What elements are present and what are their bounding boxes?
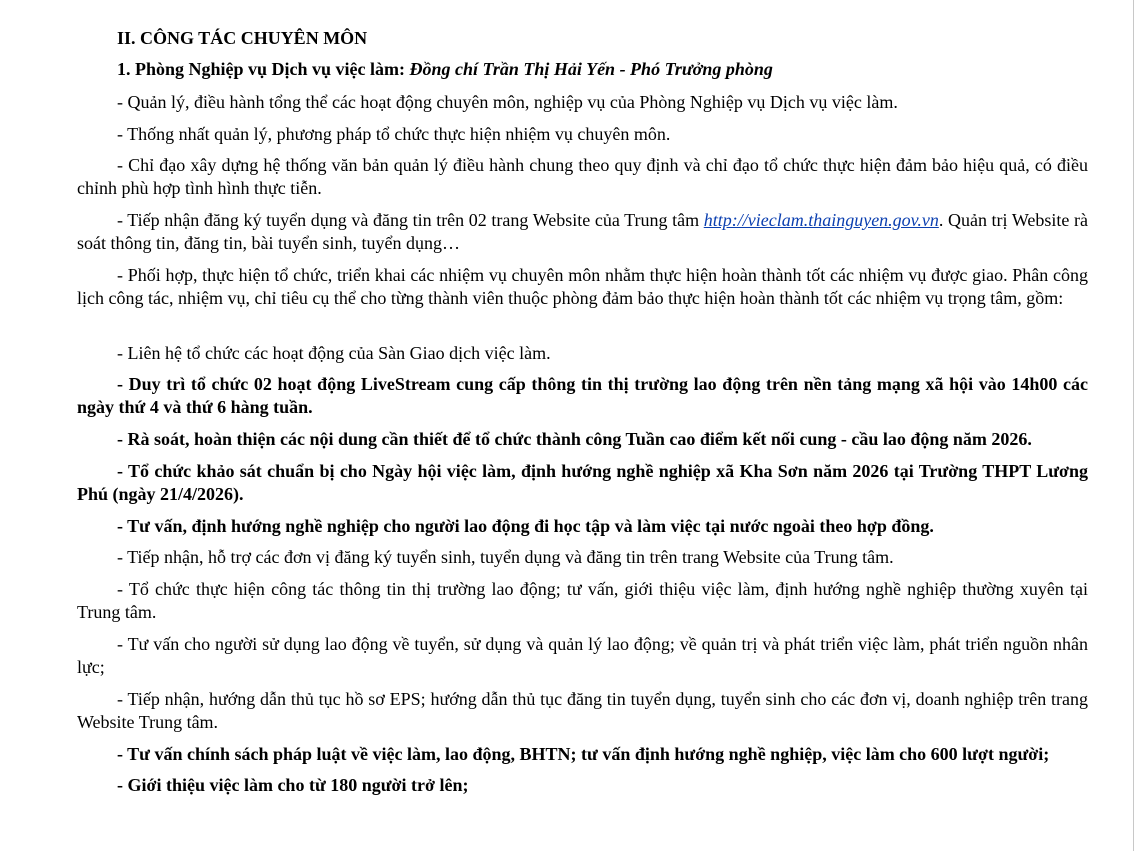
paragraph: - Phối hợp, thực hiện tổ chức, triển khai các nhiệm vụ chuyên môn nhằm thực hiện hoàn thành tốt các nhiệm vụ được giao. Phân công lịch công tác, nhiệm vụ, chỉ tiêu cụ thể cho từng thành viên thuộc phòng đảm bảo thực hiện hoàn thành tốt các nhiệm vụ trọng tâm, gồm: — [77, 265, 1088, 308]
paragraph: - Quản lý, điều hành tổng thể các hoạt động chuyên môn, nghiệp vụ của Phòng Nghiệp vụ Dịch vụ việc làm. — [117, 92, 898, 112]
paragraph: - Tổ chức khảo sát chuẩn bị cho Ngày hội việc làm, định hướng nghề nghiệp xã Kha Sơn năm 2026 tại Trường THPT Lương Phú (ngày 21/4/2026). — [77, 461, 1088, 504]
paragraph: - Liên hệ tổ chức các hoạt động của Sàn Giao dịch việc làm. — [117, 343, 551, 363]
subsection-person: Đồng chí Trần Thị Hải Yến - Phó Trưởng phòng — [409, 59, 773, 79]
paragraph: - Chỉ đạo xây dựng hệ thống văn bản quản lý điều hành chung theo quy định và chỉ đạo tổ chức thực hiện đảm bảo hiệu quả, có điều chỉnh phù hợp tình hình thực tiễn. — [77, 155, 1088, 198]
subsection-title — [117, 58, 773, 80]
paragraph-text: - Tiếp nhận đăng ký tuyển dụng và đăng tin trên 02 trang Website của Trung tâm — [117, 210, 704, 230]
paragraph: - Duy trì tổ chức 02 hoạt động LiveStream cung cấp thông tin thị trường lao động trên nền tảng mạng xã hội vào 14h00 các ngày thứ 4 và thứ 6 hàng tuần. — [77, 374, 1088, 417]
paragraph: - Tiếp nhận, hỗ trợ các đơn vị đăng ký tuyển sinh, tuyển dụng và đăng tin trên trang Website của Trung tâm. — [117, 547, 894, 567]
paragraph: - Tiếp nhận, hướng dẫn thủ tục hồ sơ EPS; hướng dẫn thủ tục đăng tin tuyển dụng, tuyển sinh cho các đơn vị, doanh nghiệp trên trang Website Trung tâm. — [77, 689, 1088, 732]
section-title: II. CÔNG TÁC CHUYÊN MÔN — [117, 28, 368, 48]
paragraph: - Tư vấn cho người sử dụng lao động về tuyển, sử dụng và quản lý lao động; về quản trị và phát triển việc làm, phát triển nguồn nhân lực; — [77, 634, 1088, 677]
paragraph: - Tư vấn, định hướng nghề nghiệp cho người lao động đi học tập và làm việc tại nước ngoài theo hợp đồng. — [117, 516, 934, 536]
paragraph — [77, 209, 1088, 255]
subsection-label: 1. Phòng Nghiệp vụ Dịch vụ việc làm: — [117, 59, 410, 79]
paragraph: - Thống nhất quản lý, phương pháp tổ chức thực hiện nhiệm vụ chuyên môn. — [117, 124, 671, 144]
page-edge-rule — [1133, 0, 1134, 851]
paragraph-text: . Quản trị Website rà soát thông tin, đăng tin, bài tuyển sinh, tuyển dụng… — [77, 210, 1088, 253]
paragraph: - Giới thiệu việc làm cho từ 180 người trở lên; — [117, 775, 469, 795]
paragraph: - Tổ chức thực hiện công tác thông tin thị trường lao động; tư vấn, giới thiệu việc làm, định hướng nghề nghiệp thường xuyên tại Trung tâm. — [77, 579, 1088, 622]
paragraph: - Rà soát, hoàn thiện các nội dung cần thiết để tổ chức thành công Tuần cao điểm kết nối cung - cầu lao động năm 2026. — [117, 429, 1032, 449]
paragraph: - Tư vấn chính sách pháp luật về việc làm, lao động, BHTN; tư vấn định hướng nghề nghiệp, việc làm cho 600 lượt người; — [117, 744, 1050, 764]
website-link[interactable]: http://vieclam.thainguyen.gov.vn — [703, 210, 939, 230]
